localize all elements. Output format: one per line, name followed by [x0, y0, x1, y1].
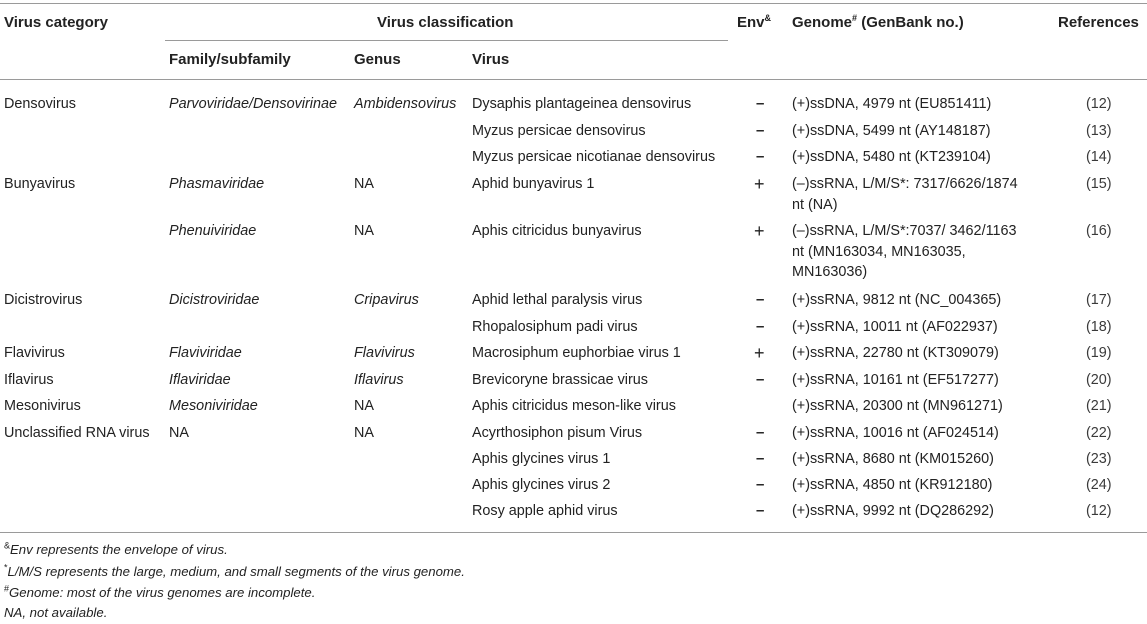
- cell-genome: nt (NA): [792, 196, 838, 213]
- cell-genome: (+)ssRNA, 9992 nt (DQ286292): [792, 503, 994, 519]
- cell-category: Iflavirus: [4, 372, 54, 388]
- cell-virus: Dysaphis plantageinea densovirus: [472, 96, 692, 112]
- cell-genus: NA: [354, 176, 374, 192]
- cell-genome: nt (MN163034, MN163035,: [792, 243, 966, 260]
- cell-env: –: [756, 95, 765, 112]
- header-family: Family/subfamily: [169, 51, 291, 68]
- header-virus: Virus: [472, 51, 510, 68]
- cell-env: –: [756, 450, 765, 467]
- header-env: Env&: [737, 13, 772, 31]
- footnote: *L/M/S represents the large, medium, and small segments of the virus genome.: [4, 562, 465, 579]
- header-bottom-rule: [0, 79, 1147, 80]
- cell-env: –: [756, 318, 765, 335]
- cell-genome: (+)ssRNA, 10016 nt (AF024514): [792, 425, 999, 441]
- header-references: References: [1058, 14, 1139, 31]
- cell-genus: NA: [354, 398, 374, 414]
- cell-env: –: [756, 502, 765, 519]
- cell-reference: (20): [1086, 372, 1112, 388]
- cell-reference: (22): [1086, 425, 1112, 441]
- cell-family: NA: [169, 425, 189, 441]
- header-virus-category: Virus category: [4, 14, 108, 31]
- cell-env: +: [754, 221, 765, 241]
- cell-genus: NA: [354, 223, 374, 239]
- cell-genome: (–)ssRNA, L/M/S*:7037/ 3462/1163: [792, 223, 1017, 239]
- footnote: #Genome: most of the virus genomes are incomplete.: [4, 583, 316, 600]
- cell-reference: (12): [1086, 96, 1112, 112]
- cell-virus: Brevicoryne brassicae virus: [472, 372, 648, 388]
- cell-env: +: [754, 343, 765, 363]
- classification-rule: [165, 40, 728, 41]
- cell-family: Phasmaviridae: [169, 176, 265, 192]
- cell-env: +: [754, 174, 765, 194]
- cell-virus: Aphid lethal paralysis virus: [472, 292, 643, 308]
- cell-genome: (+)ssDNA, 5480 nt (KT239104): [792, 149, 991, 165]
- cell-env: –: [756, 291, 765, 308]
- cell-env: –: [756, 148, 765, 165]
- cell-genome: (+)ssRNA, 4850 nt (KR912180): [792, 477, 993, 493]
- cell-virus: Myzus persicae nicotianae densovirus: [472, 149, 716, 165]
- cell-genome: MN163036): [792, 264, 868, 280]
- cell-genome: (–)ssRNA, L/M/S*: 7317/6626/1874: [792, 176, 1018, 192]
- cell-reference: (16): [1086, 223, 1112, 239]
- cell-reference: (24): [1086, 477, 1112, 493]
- cell-env: –: [756, 371, 765, 388]
- cell-reference: (15): [1086, 176, 1112, 192]
- cell-virus: Myzus persicae densovirus: [472, 123, 646, 139]
- cell-virus: Rhopalosiphum padi virus: [472, 319, 638, 335]
- cell-env: –: [756, 122, 765, 139]
- cell-genome: (+)ssRNA, 22780 nt (KT309079): [792, 345, 999, 361]
- header-genome: Genome# (GenBank no.): [792, 13, 964, 31]
- cell-reference: (12): [1086, 503, 1112, 519]
- cell-env: –: [756, 424, 765, 441]
- top-rule: [0, 3, 1147, 4]
- cell-reference: (21): [1086, 398, 1112, 414]
- cell-category: Mesonivirus: [4, 398, 81, 414]
- cell-virus: Acyrthosiphon pisum Virus: [472, 425, 643, 441]
- cell-category: Dicistrovirus: [4, 292, 83, 308]
- cell-family: Phenuiviridae: [169, 223, 257, 239]
- cell-genome: (+)ssRNA, 10011 nt (AF022937): [792, 319, 998, 335]
- footnote: &Env represents the envelope of virus.: [4, 540, 228, 557]
- cell-family: Flaviviridae: [169, 345, 242, 361]
- cell-virus: Aphid bunyavirus 1: [472, 176, 595, 192]
- cell-family: Iflaviridae: [169, 372, 231, 388]
- cell-genus: NA: [354, 425, 374, 441]
- cell-category: Densovirus: [4, 96, 76, 112]
- cell-env: –: [756, 476, 765, 493]
- header-genus: Genus: [354, 51, 401, 68]
- cell-genome: (+)ssRNA, 10161 nt (EF517277): [792, 372, 999, 388]
- cell-genome: (+)ssRNA, 20300 nt (MN961271): [792, 398, 1003, 414]
- header-virus-classification: Virus classification: [377, 14, 514, 31]
- cell-category: Flavivirus: [4, 345, 65, 361]
- cell-genus: Cripavirus: [354, 292, 419, 308]
- cell-virus: Aphis glycines virus 1: [472, 451, 611, 467]
- cell-reference: (23): [1086, 451, 1112, 467]
- cell-virus: Aphis citricidus bunyavirus: [472, 223, 642, 239]
- footnote: NA, not available.: [4, 605, 108, 620]
- cell-family: Parvoviridae/Densovirinae: [169, 96, 337, 112]
- cell-reference: (13): [1086, 123, 1112, 139]
- cell-reference: (14): [1086, 149, 1112, 165]
- cell-virus: Aphis citricidus meson-like virus: [472, 398, 676, 414]
- cell-family: Dicistroviridae: [169, 292, 260, 308]
- cell-genome: (+)ssDNA, 4979 nt (EU851411): [792, 96, 992, 112]
- table-bottom-rule: [0, 532, 1147, 533]
- cell-reference: (17): [1086, 292, 1112, 308]
- cell-reference: (18): [1086, 319, 1112, 335]
- cell-genus: Flavivirus: [354, 345, 415, 361]
- cell-reference: (19): [1086, 345, 1112, 361]
- cell-genus: Ambidensovirus: [354, 96, 457, 112]
- cell-virus: Aphis glycines virus 2: [472, 477, 611, 493]
- cell-virus: Rosy apple aphid virus: [472, 503, 618, 519]
- cell-category: Bunyavirus: [4, 176, 76, 192]
- cell-genome: (+)ssRNA, 9812 nt (NC_004365): [792, 292, 1002, 308]
- cell-virus: Macrosiphum euphorbiae virus 1: [472, 345, 681, 361]
- cell-genome: (+)ssDNA, 5499 nt (AY148187): [792, 123, 991, 139]
- cell-genome: (+)ssRNA, 8680 nt (KM015260): [792, 451, 994, 467]
- cell-genus: Iflavirus: [354, 372, 404, 388]
- cell-family: Mesoniviridae: [169, 398, 258, 414]
- cell-category: Unclassified RNA virus: [4, 425, 150, 441]
